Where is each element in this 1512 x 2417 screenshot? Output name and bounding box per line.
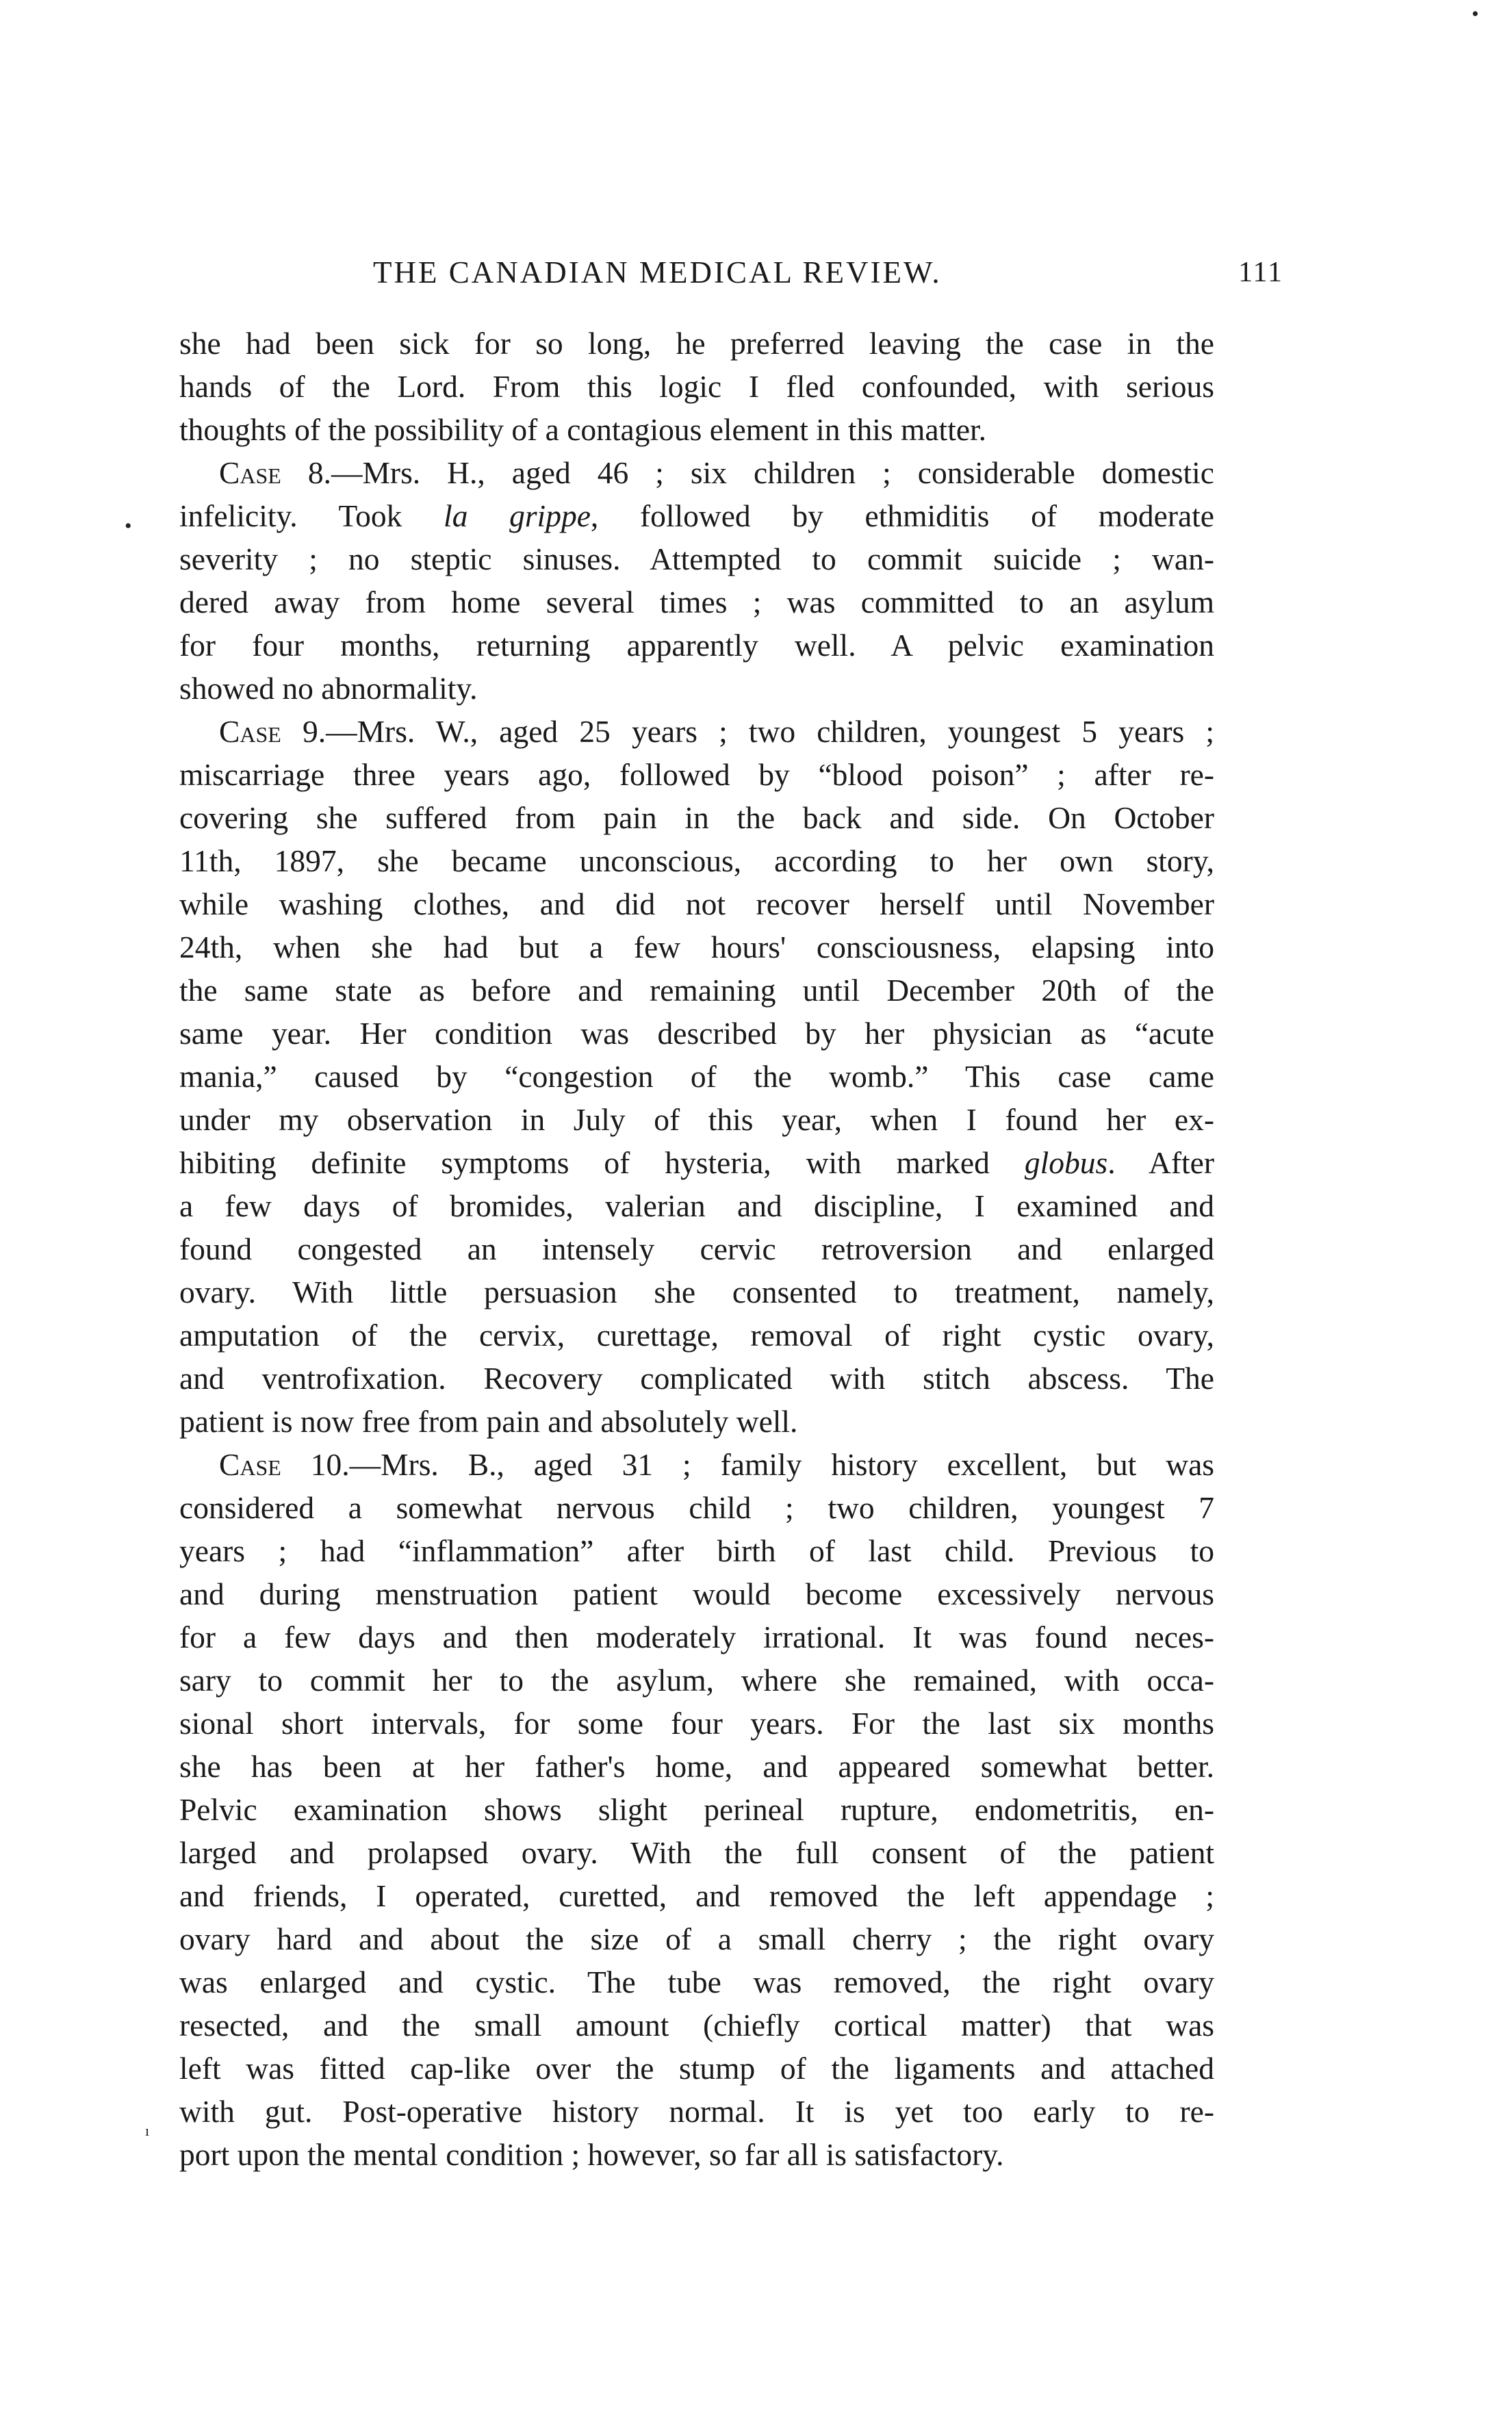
text-line: resected, and the small amount (chiefly cortical matter) that was bbox=[179, 2008, 1214, 2043]
text-line: hibiting definite symptoms of hysteria, with marked globus. After bbox=[179, 1145, 1214, 1180]
text-line: she had been sick for so long, he preferred leaving the case in the bbox=[179, 326, 1214, 361]
text-line: larged and prolapsed ovary. With the full consent of the patient bbox=[179, 1835, 1214, 1870]
text-line: 24th, when she had but a few hours' consciousness, elapsing into bbox=[179, 930, 1214, 964]
text-line: found congested an intensely cervic retroversion and enlarged bbox=[179, 1231, 1214, 1266]
text-line: and friends, I operated, curetted, and removed the left appendage ; bbox=[179, 1878, 1214, 1913]
text-line: 11th, 1897, she became unconscious, according to her own story, bbox=[179, 843, 1214, 878]
text-line: for four months, returning apparently well. A pelvic examination bbox=[179, 628, 1214, 663]
page-number: 111 bbox=[1238, 257, 1283, 288]
page-body bbox=[179, 322, 1214, 2176]
text-line: port upon the mental condition ; however, so far all is satisfactory. bbox=[179, 2137, 1004, 2172]
text-line: and during menstruation patient would become excessively nervous bbox=[179, 1576, 1214, 1611]
text-line: years ; had “inflammation” after birth of last child. Previous to bbox=[179, 1533, 1214, 1568]
text-line: Pelvic examination shows slight perineal rupture, endometritis, en- bbox=[179, 1792, 1214, 1827]
margin-dot: • bbox=[1472, 3, 1479, 25]
text-line: the same state as before and remaining until December 20th of the bbox=[179, 973, 1214, 1008]
text-line: considered a somewhat nervous child ; two children, youngest 7 bbox=[179, 1490, 1214, 1525]
text-line: Case 10.—Mrs. B., aged 31 ; family history excellent, but was bbox=[219, 1447, 1214, 1482]
text-line: infelicity. Took la grippe, followed by ethmiditis of moderate bbox=[179, 498, 1215, 533]
text-line: ovary hard and about the size of a small cherry ; the right ovary bbox=[179, 1921, 1214, 1956]
text-line: and ventrofixation. Recovery complicated with stitch abscess. The bbox=[179, 1361, 1214, 1396]
text-line: dered away from home several times ; was committed to an asylum bbox=[179, 585, 1214, 619]
margin-dot: • bbox=[125, 515, 132, 537]
text-line: thoughts of the possibility of a contagious element in this matter. bbox=[179, 412, 987, 447]
running-title: THE CANADIAN MEDICAL REVIEW. bbox=[373, 255, 942, 290]
text-line: sary to commit her to the asylum, where she remained, with occa- bbox=[179, 1663, 1214, 1698]
text-line: same year. Her condition was described by her physician as “acute bbox=[179, 1016, 1214, 1051]
text-line: hands of the Lord. From this logic I fled confounded, with serious bbox=[179, 369, 1214, 404]
text-line: severity ; no steptic sinuses. Attempted to commit suicide ; wan- bbox=[179, 541, 1214, 576]
text-line: left was fitted cap-like over the stump of the ligaments and attached bbox=[179, 2051, 1214, 2086]
text-line: sional short intervals, for some four years. For the last six months bbox=[179, 1706, 1214, 1741]
text-line: amputation of the cervix, curettage, removal of right cystic ovary, bbox=[179, 1318, 1214, 1353]
text-line: was enlarged and cystic. The tube was removed, the right ovary bbox=[179, 1965, 1214, 1999]
text-line: with gut. Post-operative history normal. It is yet too early to re- bbox=[179, 2094, 1214, 2129]
text-line: Case 9.—Mrs. W., aged 25 years ; two children, youngest 5 years ; bbox=[219, 714, 1214, 749]
text-line: miscarriage three years ago, followed by “blood poison” ; after re- bbox=[179, 757, 1214, 792]
text-line: ovary. With little persuasion she consented to treatment, namely, bbox=[179, 1275, 1214, 1309]
text-line: under my observation in July of this year, when I found her ex- bbox=[179, 1102, 1214, 1137]
text-line: while washing clothes, and did not recover herself until November bbox=[179, 886, 1214, 921]
text-line: covering she suffered from pain in the back and side. On October bbox=[179, 800, 1214, 835]
text-line: showed no abnormality. bbox=[179, 671, 478, 706]
text-line: she has been at her father's home, and appeared somewhat better. bbox=[179, 1749, 1214, 1784]
text-line: mania,” caused by “congestion of the womb.” This case came bbox=[179, 1059, 1214, 1094]
margin-dot: ı bbox=[145, 2122, 150, 2139]
text-line: a few days of bromides, valerian and discipline, I examined and bbox=[179, 1188, 1214, 1223]
text-line: for a few days and then moderately irrational. It was found neces- bbox=[179, 1620, 1214, 1654]
text-line: Case 8.—Mrs. H., aged 46 ; six children ; considerable domestic bbox=[219, 455, 1214, 490]
running-header bbox=[373, 255, 1283, 296]
text-line: patient is now free from pain and absolutely well. bbox=[179, 1404, 798, 1439]
